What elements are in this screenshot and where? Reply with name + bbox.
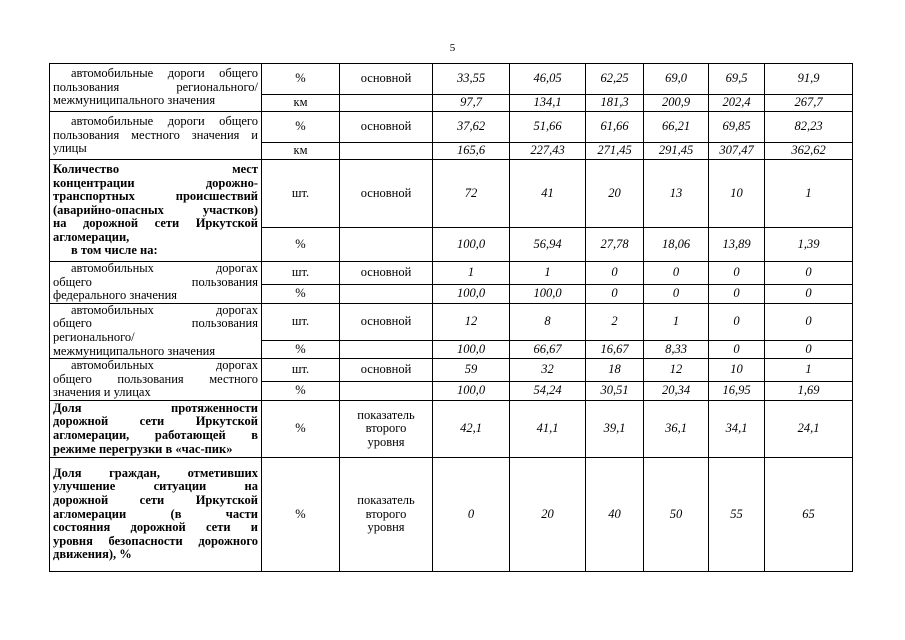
value-cell: 2: [586, 303, 644, 340]
basis-cell: основной: [340, 64, 433, 95]
value-cell: 8: [510, 303, 586, 340]
indicator-name-line: автомобильные дороги общего: [71, 66, 258, 81]
basis-cell: основной: [340, 359, 433, 382]
unit-cell: %: [262, 400, 340, 457]
value-cell: 12: [433, 303, 510, 340]
value-cell: 271,45: [586, 143, 644, 160]
indicator-name-line: улицы: [53, 141, 87, 156]
indicator-name-line: дорожной сети Иркутской: [53, 414, 258, 429]
indicator-name-line: (аварийно-опасных участков): [53, 202, 258, 217]
value-cell: 291,45: [644, 143, 709, 160]
value-cell: 69,0: [644, 64, 709, 95]
value-cell: 66,21: [644, 112, 709, 143]
value-cell: 0: [709, 284, 765, 303]
unit-cell: %: [262, 284, 340, 303]
value-cell: 16,95: [709, 381, 765, 400]
unit-cell: %: [262, 381, 340, 400]
unit-cell: %: [262, 340, 340, 358]
value-cell: 66,67: [510, 340, 586, 358]
basis-line: уровня: [367, 520, 405, 535]
value-cell: 0: [709, 262, 765, 285]
value-cell: 13: [644, 160, 709, 228]
value-cell: 41,1: [510, 400, 586, 457]
value-cell: 0: [765, 340, 853, 358]
value-cell: 36,1: [644, 400, 709, 457]
indicator-name-line: регионального/: [53, 329, 135, 344]
unit-cell: км: [262, 143, 340, 160]
value-cell: 362,62: [765, 143, 853, 160]
indicator-name-line: режиме перегрузки в «час-пик»: [53, 441, 233, 456]
value-cell: 91,9: [765, 64, 853, 95]
value-cell: 41: [510, 160, 586, 228]
value-cell: 200,9: [644, 95, 709, 112]
value-cell: 10: [709, 160, 765, 228]
value-cell: 0: [709, 340, 765, 358]
basis-cell: [340, 340, 433, 358]
value-cell: 1: [510, 262, 586, 285]
value-cell: 267,7: [765, 95, 853, 112]
indicator-name-line: улучшение ситуации на: [53, 479, 258, 494]
indicator-name-line: на дорожной сети Иркутской: [53, 216, 258, 231]
value-cell: 27,78: [586, 228, 644, 262]
indicator-name-line: агломерации,: [53, 229, 130, 244]
value-cell: 134,1: [510, 95, 586, 112]
indicator-name: [50, 64, 262, 112]
value-cell: 69,85: [709, 112, 765, 143]
indicator-name: [50, 457, 262, 571]
value-cell: 97,7: [433, 95, 510, 112]
value-cell: 39,1: [586, 400, 644, 457]
value-cell: 30,51: [586, 381, 644, 400]
unit-cell: шт.: [262, 359, 340, 382]
indicator-name-line: транспортных происшествий: [53, 189, 258, 204]
indicator-name-line: агломерации, работающей в: [53, 427, 258, 442]
value-cell: 0: [644, 284, 709, 303]
indicator-name-line: автомобильные дороги общего: [71, 114, 258, 129]
value-cell: 61,66: [586, 112, 644, 143]
value-cell: 0: [765, 303, 853, 340]
indicator-name-line: общего пользования: [53, 274, 258, 289]
unit-cell: шт.: [262, 160, 340, 228]
basis-line: показатель: [357, 407, 415, 422]
indicator-name-line: Количество мест: [53, 161, 258, 176]
value-cell: 100,0: [433, 284, 510, 303]
value-cell: 0: [586, 262, 644, 285]
value-cell: 1: [765, 160, 853, 228]
value-cell: 34,1: [709, 400, 765, 457]
indicator-name: [50, 359, 262, 401]
unit-cell: %: [262, 112, 340, 143]
table-row: [50, 303, 853, 340]
value-cell: 100,0: [433, 381, 510, 400]
value-cell: 100,0: [433, 340, 510, 358]
basis-cell: основной: [340, 112, 433, 143]
indicator-name: [50, 262, 262, 304]
value-cell: 0: [644, 262, 709, 285]
value-cell: 42,1: [433, 400, 510, 457]
unit-cell: км: [262, 95, 340, 112]
value-cell: 40: [586, 457, 644, 571]
indicator-name-line: федерального значения: [53, 288, 178, 303]
indicator-name-line: общего пользования: [53, 316, 258, 331]
value-cell: 0: [709, 303, 765, 340]
unit-cell: %: [262, 64, 340, 95]
value-cell: 202,4: [709, 95, 765, 112]
table-row: [50, 400, 853, 457]
value-cell: 181,3: [586, 95, 644, 112]
indicator-name-line: пользования местного значения и: [53, 127, 258, 142]
value-cell: 33,55: [433, 64, 510, 95]
value-cell: 59: [433, 359, 510, 382]
value-cell: 1,39: [765, 228, 853, 262]
unit-cell: %: [262, 457, 340, 571]
value-cell: 0: [765, 284, 853, 303]
unit-cell: шт.: [262, 303, 340, 340]
basis-cell: [340, 400, 433, 457]
basis-cell: [340, 95, 433, 112]
value-cell: 1,69: [765, 381, 853, 400]
value-cell: 20,34: [644, 381, 709, 400]
basis-cell: [340, 228, 433, 262]
table-row: [50, 262, 853, 285]
value-cell: 50: [644, 457, 709, 571]
indicators-table: [49, 63, 853, 572]
basis-cell: основной: [340, 262, 433, 285]
value-cell: 37,62: [433, 112, 510, 143]
basis-cell: [340, 457, 433, 571]
value-cell: 16,67: [586, 340, 644, 358]
unit-cell: шт.: [262, 262, 340, 285]
value-cell: 8,33: [644, 340, 709, 358]
table-row: [50, 64, 853, 95]
indicator-name: [50, 400, 262, 457]
value-cell: 10: [709, 359, 765, 382]
table-row: [50, 359, 853, 382]
basis-line: второго: [365, 506, 407, 521]
value-cell: 65: [765, 457, 853, 571]
value-cell: 18: [586, 359, 644, 382]
value-cell: 56,94: [510, 228, 586, 262]
value-cell: 20: [586, 160, 644, 228]
indicator-name-line: автомобильных дорогах: [71, 358, 258, 373]
value-cell: 46,05: [510, 64, 586, 95]
indicator-name-line: движения), %: [53, 547, 132, 562]
value-cell: 165,6: [433, 143, 510, 160]
basis-cell: [340, 284, 433, 303]
value-cell: 1: [765, 359, 853, 382]
value-cell: 307,47: [709, 143, 765, 160]
indicator-name-line: уровня безопасности дорожного: [53, 533, 258, 548]
indicator-name-line: Доля граждан, отметивших: [53, 465, 258, 480]
basis-line: показатель: [357, 493, 415, 508]
indicator-name-line: межмуниципального значения: [53, 93, 216, 108]
indicator-name-line: автомобильных дорогах: [71, 302, 258, 317]
indicator-name-line: концентрации дорожно-: [53, 175, 258, 190]
basis-cell: [340, 143, 433, 160]
value-cell: 69,5: [709, 64, 765, 95]
table-row: [50, 112, 853, 143]
value-cell: 32: [510, 359, 586, 382]
indicator-name-line: пользования регионального/: [53, 79, 258, 94]
indicator-name-line: в том числе на:: [71, 243, 158, 258]
basis-cell: основной: [340, 303, 433, 340]
basis-line: второго: [365, 421, 407, 436]
value-cell: 54,24: [510, 381, 586, 400]
basis-cell: основной: [340, 160, 433, 228]
indicator-name: [50, 112, 262, 160]
indicator-name-line: межмуниципального значения: [53, 343, 216, 358]
basis-line: уровня: [367, 434, 405, 449]
value-cell: 18,06: [644, 228, 709, 262]
indicator-name-line: состояния дорожной сети и: [53, 520, 258, 535]
value-cell: 227,43: [510, 143, 586, 160]
indicator-name-line: Доля протяженности: [53, 400, 258, 415]
indicator-name-line: автомобильных дорогах: [71, 261, 258, 275]
value-cell: 100,0: [510, 284, 586, 303]
indicator-name-line: дорожной сети Иркутской: [53, 493, 258, 508]
value-cell: 12: [644, 359, 709, 382]
value-cell: 82,23: [765, 112, 853, 143]
basis-cell: [340, 381, 433, 400]
value-cell: 24,1: [765, 400, 853, 457]
indicator-name-line: общего пользования местного: [53, 371, 258, 386]
value-cell: 0: [433, 457, 510, 571]
value-cell: 100,0: [433, 228, 510, 262]
page-number: 5: [449, 42, 456, 54]
value-cell: 0: [765, 262, 853, 285]
value-cell: 1: [433, 262, 510, 285]
indicator-name: [50, 160, 262, 262]
indicator-name: [50, 303, 262, 358]
value-cell: 55: [709, 457, 765, 571]
value-cell: 20: [510, 457, 586, 571]
table-row: [50, 160, 853, 228]
value-cell: 72: [433, 160, 510, 228]
indicator-name-line: значения и улицах: [53, 385, 151, 400]
unit-cell: %: [262, 228, 340, 262]
value-cell: 1: [644, 303, 709, 340]
value-cell: 0: [586, 284, 644, 303]
value-cell: 51,66: [510, 112, 586, 143]
indicator-name-line: агломерации (в части: [53, 506, 258, 521]
value-cell: 62,25: [586, 64, 644, 95]
table-row: [50, 457, 853, 571]
value-cell: 13,89: [709, 228, 765, 262]
